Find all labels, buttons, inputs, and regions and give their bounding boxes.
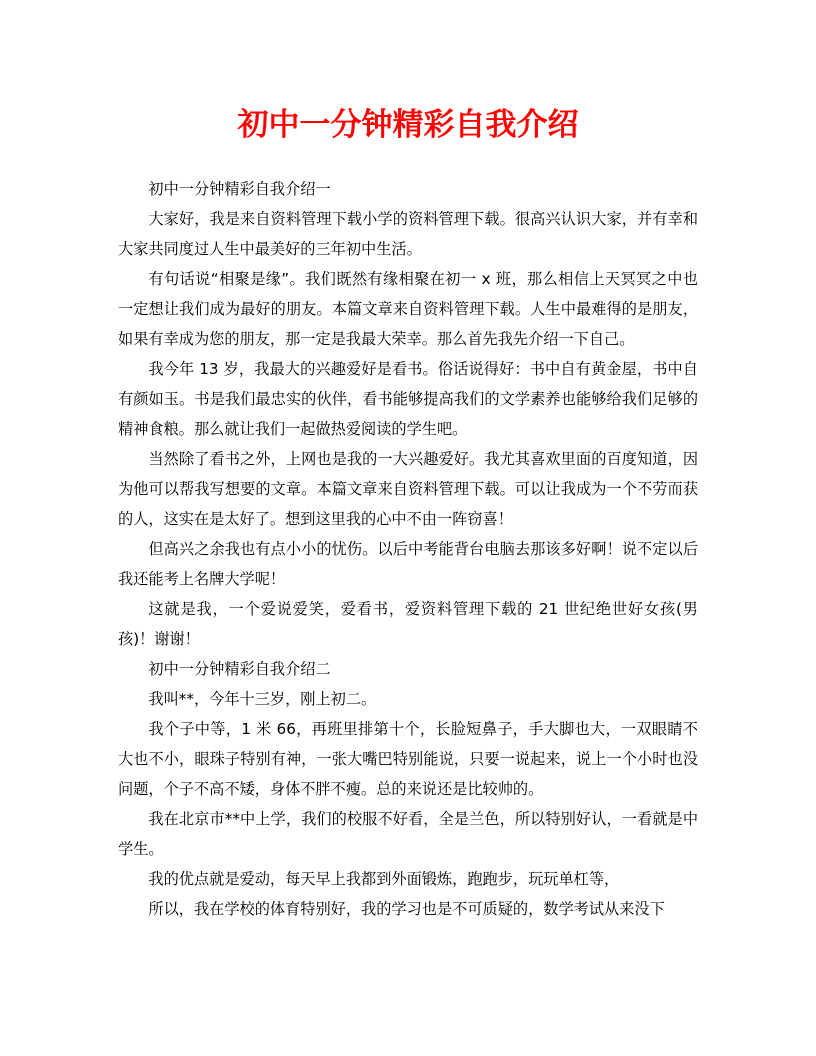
paragraph: 这就是我，一个爱说爱笑，爱看书，爱资料管理下载的 21 世纪绝世好女孩(男孩)！谢谢！ [118, 600, 698, 648]
paragraph: 所以，我在学校的体育特别好，我的学习也是不可质疑的，数学考试从来没下 [148, 900, 665, 918]
paragraph: 有句话说“相聚是缘”。我们既然有缘相聚在初一 x 班，那么相信上天冥冥之中也一定想让我们成为最好的朋友。本篇文章来自资料管理下载。人生中最难得的是朋友，如果有幸成为您的朋友，那一定是我最大荣幸。那么首先我先介绍一下自己。 [118, 270, 698, 348]
paragraph: 我在北京市**中上学，我们的校服不好看，全是兰色，所以特别好认，一看就是中学生。 [118, 810, 698, 858]
section-heading: 初中一分钟精彩自我介绍二 [148, 660, 331, 678]
paragraph: 我个子中等，1 米 66，再班里排第十个，长脸短鼻子，手大脚也大，一双眼睛不大也不小，眼珠子特别有神，一张大嘴巴特别能说，只要一说起来，说上一个小时也没问题，个子不高不矮，身体不胖不瘦。总的来说还是比较帅的。 [118, 720, 698, 798]
paragraph: 当然除了看书之外，上网也是我的一大兴趣爱好。我尤其喜欢里面的百度知道，因为他可以帮我写想要的文章。本篇文章来自资料管理下载。可以让我成为一个不劳而获的人，这实在是太好了。想到这里我的心中不由一阵窃喜！ [118, 450, 698, 528]
paragraph: 大家好，我是来自资料管理下载小学的资料管理下载。很高兴认识大家，并有幸和大家共同度过人生中最美好的三年初中生活。 [118, 210, 698, 258]
paragraph: 我的优点就是爱动，每天早上我都到外面锻炼，跑跑步，玩玩单杠等， [148, 870, 620, 888]
paragraph: 我叫**，今年十三岁，刚上初二。 [148, 690, 377, 708]
paragraph: 但高兴之余我也有点小小的忧伤。以后中考能背台电脑去那该多好啊！说不定以后我还能考上名牌大学呢！ [118, 540, 698, 588]
paragraph: 我今年 13 岁，我最大的兴趣爱好是看书。俗话说得好：书中自有黄金屋，书中自有颜如玉。书是我们最忠实的伙伴，看书能够提高我们的文学素养也能够给我们足够的精神食粮。那么就让我们一起做热爱阅读的学生吧。 [118, 360, 698, 438]
document-title: 初中一分钟精彩自我介绍 [237, 107, 579, 143]
document-body [118, 174, 698, 924]
section-heading: 初中一分钟精彩自我介绍一 [148, 180, 331, 198]
